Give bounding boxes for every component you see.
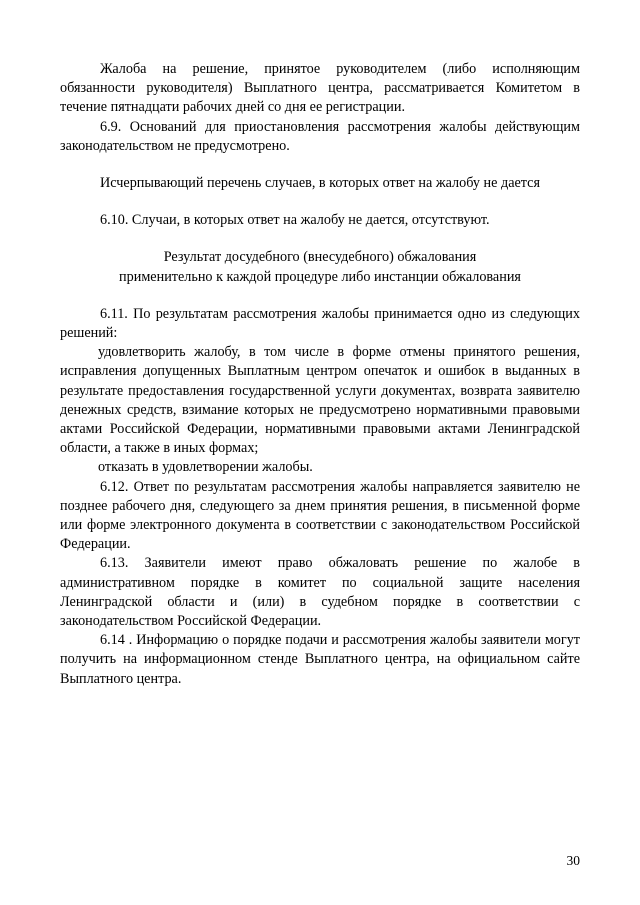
- paragraph-complaint-head-decision: Жалоба на решение, принятое руководителем (либо исполняющим обязанности руководителя) Выплатного центра, рассматривается Комитетом в течение пятнадцати рабочих дней со дня ее регистрации.: [60, 61, 580, 116]
- page-number: 30: [566, 853, 580, 868]
- paragraph-6-12: 6.12. Ответ по результатам рассмотрения жалобы направляется заявителю не позднее рабочего дня, следующего за днем принятия решения, в письменной форме или форме электронного документа в соответствии с законодательством Российской Федерации.: [60, 478, 580, 553]
- spacer: [60, 193, 580, 211]
- paragraph-6-11: 6.11. По результатам рассмотрения жалобы принимается одно из следующих решений:: [60, 305, 580, 342]
- document-body: [60, 60, 580, 689]
- section-heading-result-line-1: Результат досудебного (внесудебного) обжалования: [163, 249, 477, 266]
- paragraph-6-13: 6.13. Заявители имеют право обжаловать решение по жалобе в административном порядке в комитет по социальной защите населения Ленинградской области и (или) в судебном порядке в соответствии с законодательством Российской Федерации.: [60, 555, 580, 630]
- spacer: [60, 230, 580, 248]
- decision-refuse-complaint: отказать в удовлетворении жалобы.: [98, 459, 313, 476]
- decision-satisfy-complaint: удовлетворить жалобу, в том числе в форме отмены принятого решения, исправления допущенных Выплатным центром опечаток и ошибок в выданных в результате предоставления государственной услуги документах, возврата заявителю денежных средств, взимание которых не предусмотрено нормативными правовыми актами Российской Федерации, нормативными правовыми актами Ленинградской области, а также в иных формах;: [60, 344, 580, 457]
- paragraph-6-9: 6.9. Оснований для приостановления рассмотрения жалобы действующим законодательством не предусмотрено.: [60, 118, 580, 154]
- spacer: [60, 156, 580, 174]
- paragraph-6-14: 6.14 . Информацию о порядке подачи и рассмотрения жалобы заявители могут получить на информационном стенде Выплатного центра, на официальном сайте Выплатного центра.: [60, 632, 580, 687]
- paragraph-6-10: 6.10. Случаи, в которых ответ на жалобу не дается, отсутствуют.: [100, 212, 490, 229]
- section-heading-refusal-cases: Исчерпывающий перечень случаев, в которых ответ на жалобу не дается: [100, 175, 540, 192]
- spacer: [60, 287, 580, 305]
- section-heading-result-line-2: применительно к каждой процедуре либо инстанции обжалования: [119, 268, 521, 285]
